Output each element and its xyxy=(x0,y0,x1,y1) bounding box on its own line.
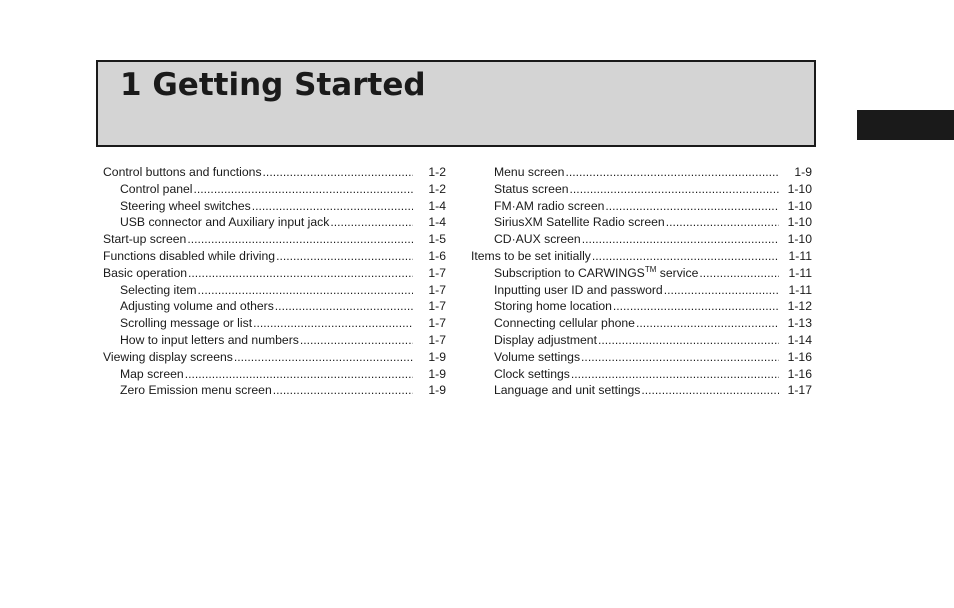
toc-entry-title xyxy=(120,315,252,332)
dot-leader xyxy=(253,315,413,332)
toc-entry-title xyxy=(471,248,591,265)
dot-leader xyxy=(636,315,779,332)
toc-entry-title-text: Selecting item xyxy=(120,282,197,297)
toc-entry-page: 1-16 xyxy=(787,366,812,381)
toc-entry-page: 1-14 xyxy=(787,332,812,347)
toc-entry-title-text: Display adjustment xyxy=(494,332,597,347)
toc-entry-page: 1-10 xyxy=(787,215,812,230)
toc-entry-page: 1-9 xyxy=(794,165,812,179)
dot-leader xyxy=(276,248,413,265)
dot-leader xyxy=(300,332,413,349)
toc-entry-title-text: Start-up screen xyxy=(103,232,187,247)
toc-entry-title-text: CD·AUX screen xyxy=(494,232,581,247)
toc-entry-page: 1-7 xyxy=(428,332,446,347)
toc-entry-title xyxy=(494,231,581,248)
toc-entry[interactable] xyxy=(103,298,446,315)
toc-entry-title-text: How to input letters and numbers xyxy=(120,332,299,347)
toc-entry-title xyxy=(103,248,275,265)
toc-entry-title xyxy=(120,332,299,349)
toc-entry-title xyxy=(103,265,187,282)
toc-entry[interactable] xyxy=(471,382,812,399)
toc-entry-title-text: SiriusXM Satellite Radio screen xyxy=(494,215,665,230)
toc-entry[interactable] xyxy=(103,366,446,383)
dot-leader xyxy=(252,198,413,215)
toc-entry-title-text: Steering wheel switches xyxy=(120,198,251,213)
toc-entry-title-text: Basic operation xyxy=(103,265,188,280)
toc-entry-title-text: Map screen xyxy=(120,366,184,381)
toc-entry[interactable] xyxy=(103,315,446,332)
toc-entry-page: 1-9 xyxy=(428,366,446,381)
toc-entry-page: 1-7 xyxy=(428,265,446,280)
toc-entry-page: 1-9 xyxy=(428,349,446,364)
dot-leader xyxy=(188,265,413,282)
toc-entry[interactable] xyxy=(471,282,812,299)
toc-entry-title xyxy=(120,214,329,231)
dot-leader xyxy=(194,181,414,198)
toc-entry-page: 1-7 xyxy=(428,282,446,297)
toc-entry-page: 1-12 xyxy=(787,299,812,314)
toc-entry-page: 1-11 xyxy=(788,265,812,280)
toc-entry-title xyxy=(494,282,663,299)
toc-entry-title-text: Viewing display screens xyxy=(103,349,233,364)
toc-entry-page: 1-11 xyxy=(788,248,812,263)
toc-entry-title-text: Inputting user ID and password xyxy=(494,282,663,297)
dot-leader xyxy=(185,366,413,383)
toc-entry-title xyxy=(494,198,604,215)
dot-leader xyxy=(187,231,413,248)
toc-column-left xyxy=(103,164,446,399)
toc-entry[interactable] xyxy=(103,248,446,265)
dot-leader xyxy=(198,282,413,299)
toc-entry-page: 1-2 xyxy=(428,181,446,196)
toc-entry[interactable] xyxy=(103,282,446,299)
toc-entry-title-text: Menu screen xyxy=(494,165,565,179)
toc-entry-title xyxy=(494,298,612,315)
toc-entry-title-suffix: service xyxy=(656,265,699,280)
toc-entry-title-text: Items to be set initially xyxy=(471,248,591,263)
dot-leader xyxy=(263,164,413,181)
toc-entry-title xyxy=(120,181,193,198)
toc-entry[interactable] xyxy=(471,349,812,366)
dot-leader xyxy=(699,265,779,282)
toc-entry[interactable] xyxy=(471,265,812,282)
toc-entry-title xyxy=(494,181,569,198)
toc-entry-page: 1-10 xyxy=(787,181,812,196)
toc-entry[interactable] xyxy=(103,332,446,349)
toc-entry-page: 1-17 xyxy=(787,383,812,398)
dot-leader xyxy=(613,298,779,315)
dot-leader xyxy=(582,231,779,248)
toc-entry-title xyxy=(120,366,184,383)
toc-entry-page: 1-7 xyxy=(428,299,446,314)
toc-entry-title-text: Subscription to CARWINGS xyxy=(494,265,645,280)
toc-entry-title-text: Functions disabled while driving xyxy=(103,248,276,263)
toc-entry[interactable] xyxy=(103,198,446,215)
toc-entry-title xyxy=(494,366,570,383)
dot-leader xyxy=(598,332,779,349)
toc-entry-page: 1-10 xyxy=(787,198,812,213)
toc-entry-page: 1-4 xyxy=(428,215,446,230)
toc-entry-title-text: Adjusting volume and others xyxy=(120,299,274,314)
dot-leader xyxy=(666,214,779,231)
toc-entry[interactable] xyxy=(471,366,812,383)
toc-entry[interactable] xyxy=(103,265,446,282)
toc-entry-page: 1-11 xyxy=(788,282,812,297)
toc-entry[interactable] xyxy=(103,164,446,181)
toc-entry-title xyxy=(120,282,197,299)
toc-entry-title-text: Control panel xyxy=(120,181,193,196)
dot-leader xyxy=(664,282,779,299)
dot-leader xyxy=(273,382,413,399)
toc-entry-title-text: Volume settings xyxy=(494,349,581,364)
dot-leader xyxy=(605,198,779,215)
toc-entry-title xyxy=(494,315,635,332)
toc-entry-title xyxy=(120,198,251,215)
toc-entry[interactable] xyxy=(471,214,812,231)
toc-entry[interactable] xyxy=(471,198,812,215)
toc-entry-title xyxy=(494,164,564,181)
toc-entry[interactable] xyxy=(103,349,446,366)
toc-entry-title-text: Status screen xyxy=(494,181,569,196)
toc-entry[interactable] xyxy=(471,181,812,198)
toc-entry[interactable] xyxy=(103,382,446,399)
toc-entry-title-text: USB connector and Auxiliary input jack xyxy=(120,215,330,230)
dot-leader xyxy=(565,164,779,181)
toc-entry-title-text: FM·AM radio screen xyxy=(494,198,605,213)
toc-entry-title-text: Storing home location xyxy=(494,299,612,314)
toc-entry[interactable] xyxy=(471,332,812,349)
toc-entry[interactable] xyxy=(103,181,446,198)
toc-entry-page: 1-4 xyxy=(428,198,446,213)
toc-entry-title xyxy=(103,231,186,248)
toc-entry-title xyxy=(494,382,640,399)
dot-leader xyxy=(641,382,779,399)
toc-entry-title xyxy=(494,214,665,231)
dot-leader xyxy=(330,214,413,231)
toc-entry[interactable] xyxy=(103,231,446,248)
toc-entry-title-text: Scrolling message or list xyxy=(120,316,253,331)
toc-entry-title xyxy=(494,332,597,349)
toc-entry-title xyxy=(494,349,580,366)
toc-entry-title-text: Zero Emission menu screen xyxy=(120,383,272,398)
dot-leader xyxy=(234,349,413,366)
chapter-tab-marker xyxy=(857,110,954,140)
toc-entry[interactable] xyxy=(471,231,812,248)
toc-entry-title-text: Connecting cellular phone xyxy=(494,316,635,331)
toc-entry-title xyxy=(103,349,233,366)
chapter-title: 1 Getting Started xyxy=(120,67,426,103)
toc-entry-title xyxy=(103,164,262,181)
toc-entry[interactable] xyxy=(471,298,812,315)
toc-entry-title-text: Language and unit settings xyxy=(494,383,641,398)
toc-entry[interactable] xyxy=(471,315,812,332)
dot-leader xyxy=(581,349,779,366)
chapter-header xyxy=(96,60,816,147)
toc-entry-title-text: Control buttons and functions xyxy=(103,165,262,179)
toc-column-right xyxy=(471,164,812,399)
toc-entry-title-text: Clock settings xyxy=(494,366,570,381)
dot-leader xyxy=(570,181,779,198)
toc-entry-title xyxy=(494,265,698,282)
toc-entry-page: 1-7 xyxy=(428,316,446,331)
trademark-superscript: TM xyxy=(644,264,657,274)
toc-entry-title xyxy=(120,382,272,399)
toc-entry-page: 1-6 xyxy=(428,248,446,263)
dot-leader xyxy=(592,248,779,265)
toc-entry[interactable] xyxy=(471,164,812,181)
toc-entry-page: 1-9 xyxy=(428,383,446,398)
toc-entry-page: 1-5 xyxy=(428,232,446,247)
toc-entry-page: 1-2 xyxy=(428,165,446,179)
toc-entry-title xyxy=(120,298,274,315)
toc-entry-page: 1-16 xyxy=(787,349,812,364)
dot-leader xyxy=(275,298,413,315)
toc-entry[interactable] xyxy=(103,214,446,231)
toc-entry[interactable] xyxy=(471,248,812,265)
toc-entry-page: 1-13 xyxy=(787,316,812,331)
toc-entry-page: 1-10 xyxy=(787,232,812,247)
dot-leader xyxy=(571,366,779,383)
